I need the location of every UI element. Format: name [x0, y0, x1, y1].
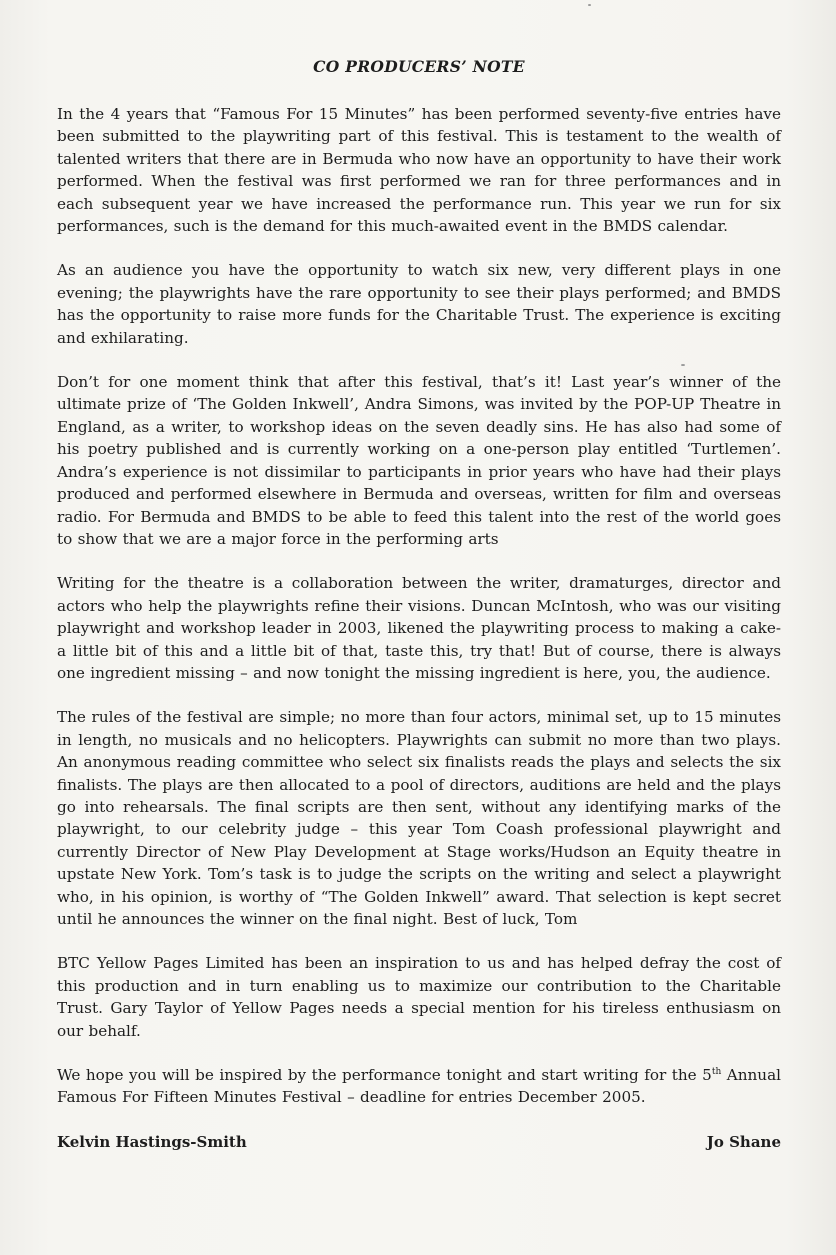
- paragraph-audience: As an audience you have the opportunity to watch six new, very different plays in one evening; the playwrights have the rare opportunity to see their plays performed; and BMDS has the opportunity to raise more funds for the Charitable Trust. The experience is exciting and exhilarating.: [57, 261, 781, 347]
- paper-speck: [588, 4, 591, 6]
- ordinal-suffix: th: [711, 1066, 722, 1077]
- paragraph-rules: The rules of the festival are simple; no more than four actors, minimal set, up to 15 minutes in length, no musicals and no helicopters. Playwrights can submit no more than two plays. An anonymous reading committee who select six finalists reads the plays and selects the six finalists. The plays are then allocated to a pool of directors, auditions are held and the plays go into rehearsals. The final scripts are then sent, without any identifying marks of the playwright, to our celebrity judge – this year Tom Coash professional playwright and currently Director of New Play Development at Stage works/Hudson an Equity theatre in upstate New York. Tom’s task is to judge the scripts on the writing and select a playwright who, in his opinion, is worthy of “The Golden Inkwell” award. That selection is kept secret until he announces the winner on the final night. Best of luck, Tom: [57, 708, 781, 928]
- signature-block: [57, 1131, 781, 1153]
- paragraph-sponsor: BTC Yellow Pages Limited has been an inspiration to us and has helped defray the cost of this production and in turn enabling us to maximize our contribution to the Charitable Trust. Gary Taylor of Yellow Pages needs a special mention for his tireless enthusiasm on our behalf.: [57, 954, 781, 1040]
- signature-left: Kelvin Hastings-Smith: [57, 1132, 247, 1151]
- closing-text-start: We hope you will be inspired by the performance tonight and start writing for the 5: [57, 1066, 712, 1085]
- paragraph-collaboration: Writing for the theatre is a collaboration between the writer, dramaturges, director and actors who help the playwrights refine their visions. Duncan McIntosh, who was our visiting playwright and workshop leader in 2003, likened the playwriting process to making a cake- a little bit of this and a little bit of that, taste this, try that! But of course, there is always one ingredient missing – and now tonight the missing ingredient is here, you, the audience.: [57, 574, 781, 682]
- paragraph-intro: In the 4 years that “Famous For 15 Minutes” has been performed seventy-five entries have been submitted to the playwriting part of this festival. This is testament to the wealth of talented writers that there are in Bermuda who now have an opportunity to have their work performed. When the festival was first performed we ran for three performances and in each subsequent year we have increased the performance run. This year we run for six performances, such is the demand for this much-awaited event in the BMDS calendar.: [57, 105, 781, 236]
- page-title: CO PRODUCERS’ NOTE: [313, 57, 525, 76]
- paragraph-closing: [57, 1064, 781, 1109]
- note-content: [57, 56, 781, 1153]
- paragraph-past-winner: Don’t for one moment think that after this festival, that’s it! Last year’s winner of the ultimate prize of ‘The Golden Inkwell’, Andra Simons, was invited by the POP-UP Theatre in England, as a writer, to workshop ideas on the seven deadly sins. He has also had some of his poetry published and is currently working on a one-person play entitled ‘Turtlemen’. Andra’s experience is not dissimilar to participants in prior years who have had their plays produced and performed elsewhere in Bermuda and overseas, written for film and overseas radio. For Bermuda and BMDS to be able to feed this talent into the rest of the world goes to show that we are a major force in the performing arts: [57, 373, 781, 548]
- closing-text-end: Annual Famous For Fifteen Minutes Festival – deadline for entries December 2005.: [57, 1066, 781, 1107]
- signature-right: Jo Shane: [706, 1132, 781, 1151]
